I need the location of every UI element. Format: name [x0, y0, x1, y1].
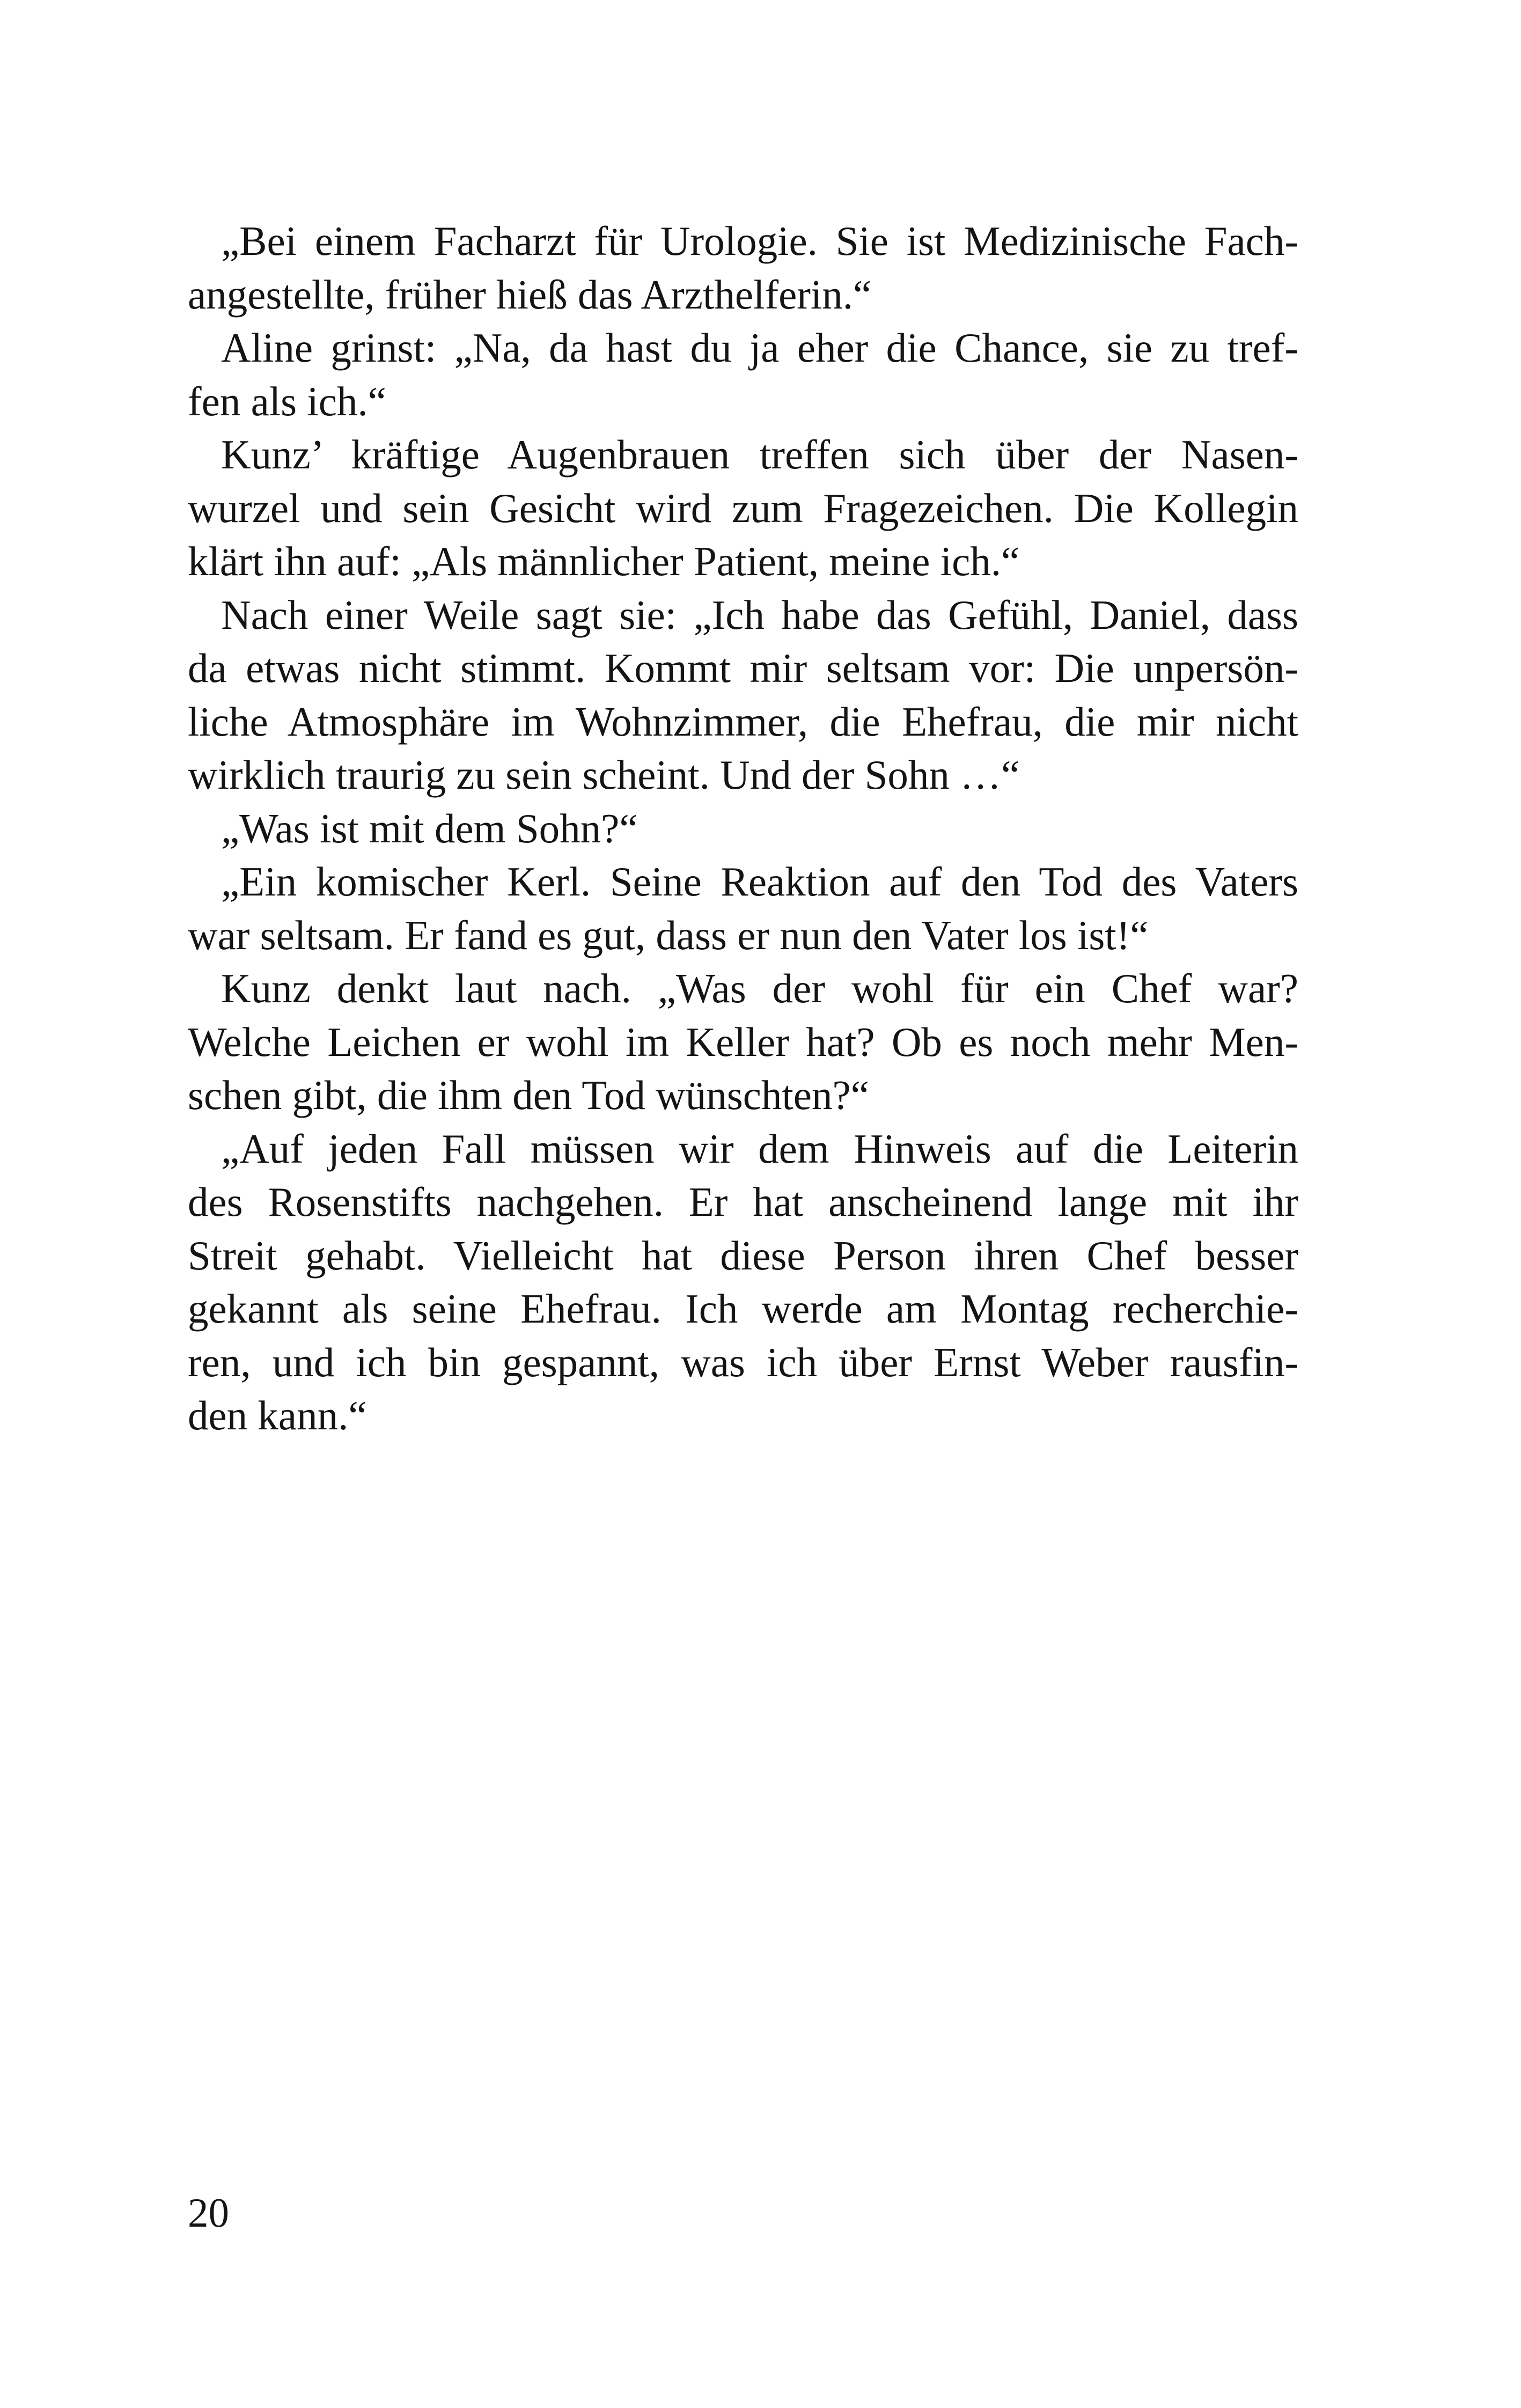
text-line: angestellte, früher hieß das Arzthelferin.“: [188, 271, 872, 318]
page-number: 20: [188, 2190, 229, 2236]
text-line: Nach einer Weile sagt sie: „Ich habe das Gefühl, Daniel, dass: [221, 591, 1298, 638]
text-line: Kunz’ kräftige Augenbrauen treffen sich über der Nasen-: [221, 431, 1298, 478]
text-line: „Bei einem Facharzt für Urologie. Sie ist Medizinische Fach-: [221, 218, 1298, 264]
text-line: liche Atmosphäre im Wohnzimmer, die Ehefrau, die mir nicht: [188, 698, 1298, 745]
text-line: Welche Leichen er wohl im Keller hat? Ob es noch mehr Men-: [188, 1018, 1298, 1065]
text-line: Streit gehabt. Vielleicht hat diese Person ihren Chef besser: [188, 1232, 1298, 1279]
text-line: gekannt als seine Ehefrau. Ich werde am Montag recherchie-: [188, 1286, 1298, 1332]
text-line: schen gibt, die ihm den Tod wünschten?“: [188, 1072, 869, 1118]
text-line: „Was ist mit dem Sohn?“: [221, 805, 638, 851]
text-line: fen als ich.“: [188, 378, 386, 424]
text-line: wurzel und sein Gesicht wird zum Fragezeichen. Die Kollegin: [188, 484, 1298, 531]
body-text: [188, 215, 1298, 1443]
text-line: da etwas nicht stimmt. Kommt mir seltsam vor: Die unpersön-: [188, 645, 1298, 691]
text-line: Aline grinst: „Na, da hast du ja eher die Chance, sie zu tref-: [221, 325, 1298, 371]
text-line: „Ein komischer Kerl. Seine Reaktion auf den Tod des Vaters: [221, 858, 1298, 905]
text-line: wirklich traurig zu sein scheint. Und der Sohn …“: [188, 752, 1020, 798]
text-line: ren, und ich bin gespannt, was ich über Ernst Weber rausfin-: [188, 1339, 1298, 1385]
text-line: Kunz denkt laut nach. „Was der wohl für ein Chef war?: [221, 965, 1298, 1011]
text-line: des Rosenstifts nachgehen. Er hat anscheinend lange mit ihr: [188, 1179, 1298, 1225]
text-line: „Auf jeden Fall müssen wir dem Hinweis auf die Leiterin: [221, 1125, 1298, 1172]
text-line: war seltsam. Er fand es gut, dass er nun den Vater los ist!“: [188, 912, 1149, 958]
text-line: den kann.“: [188, 1392, 367, 1438]
text-line: klärt ihn auf: „Als männlicher Patient, meine ich.“: [188, 538, 1020, 584]
